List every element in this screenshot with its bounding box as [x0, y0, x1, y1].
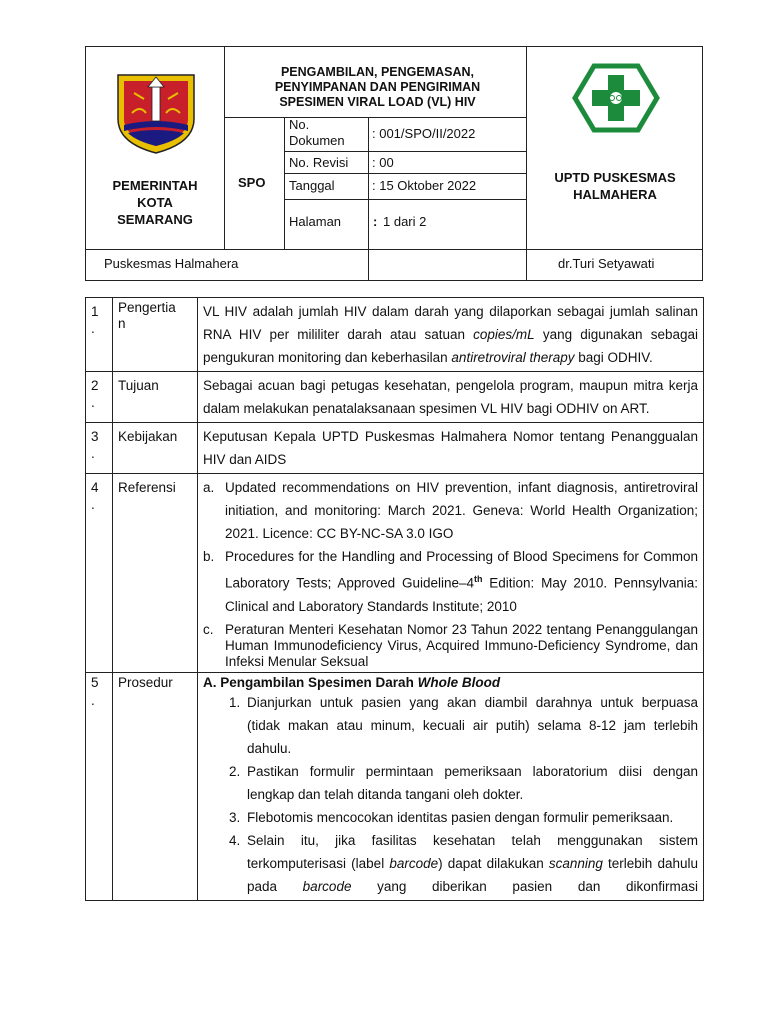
document-title — [226, 65, 529, 110]
list-text: Dianjurkan untuk pasien yang akan diambil darahnya untuk berpuasa (tidak makan atau minum, kecuali air putih) selama 8-12 jam terlebih dahulu. — [247, 694, 698, 756]
org-right-line: HALMAHERA — [573, 187, 657, 202]
prosedur-text — [198, 672, 704, 900]
text-span: yang digunakan sebagai pengukuran monitoring dan keberhasilan — [203, 327, 698, 365]
list-marker: 3. — [229, 809, 241, 825]
org-left-line: KOTA — [137, 195, 173, 210]
heading-text: A. Pengambilan Spesimen Darah — [203, 674, 418, 690]
list-item — [203, 476, 698, 545]
row-number-digit: 3 — [91, 429, 99, 444]
list-text: Selain itu, jika fasilitas kesehatan telah menggunakan sistem terkomputerisasi (label — [247, 832, 698, 871]
list-text: Pastikan formulir permintaan pemeriksaan laboratorium diisi dengan lengkap dan telah ditanda tangani oleh dokter. — [247, 763, 698, 802]
list-marker: 2. — [229, 763, 241, 779]
puskesmas-logo — [572, 63, 660, 133]
list-text: terlebih dahulu pada — [247, 855, 698, 894]
list-item — [203, 760, 698, 806]
title-line: PENGAMBILAN, PENGEMASAN, — [280, 65, 475, 79]
text-span: VL HIV adalah jumlah HIV dalam darah yang dilaporkan sebagai jumlah salinan RNA HIV per mililiter darah atau satuan — [203, 304, 698, 342]
row-label-line: Pengertia — [118, 300, 176, 315]
list-marker: a. — [203, 480, 215, 495]
row-number-dot: . — [91, 321, 95, 336]
table-row — [86, 298, 704, 372]
list-marker: b. — [203, 549, 215, 564]
row-label — [113, 672, 198, 900]
list-marker: 4. — [229, 832, 241, 848]
list-text-italic: barcode — [302, 878, 352, 894]
footer-left: Puskesmas Halmahera — [104, 256, 239, 271]
list-text-italic: barcode — [389, 855, 439, 871]
row-label-line: Referensi — [118, 480, 176, 495]
table-row — [86, 372, 704, 423]
no-dokumen-label — [289, 117, 345, 149]
table-row — [86, 474, 704, 673]
org-left-name — [86, 177, 224, 228]
list-text-italic: scanning — [548, 855, 603, 871]
list-item — [203, 806, 698, 829]
row-number-dot: . — [91, 395, 95, 410]
halaman-colon: : — [373, 214, 378, 229]
row-label-line: Tujuan — [118, 378, 159, 393]
row-number-dot: . — [91, 692, 95, 708]
title-line: PENYIMPANAN DAN PENGIRIMAN — [274, 80, 481, 94]
list-item — [203, 691, 698, 760]
content-table — [85, 297, 704, 901]
list-text: yang diberikan pasien dan dikonfirmasi — [351, 878, 698, 894]
section-heading — [203, 675, 698, 691]
row-number-digit: 4 — [91, 480, 99, 495]
kebijakan-text: Keputusan Kepala UPTD Puskesmas Halmahera Nomor tentang Penanggualan HIV dan AIDS — [198, 423, 704, 474]
org-right-line: UPTD PUSKESMAS — [554, 170, 676, 185]
superscript: th — [474, 574, 483, 584]
list-text: Flebotomis mencocokan identitas pasien dengan formulir pemeriksaan. — [247, 809, 674, 825]
list-text: Updated recommendations on HIV prevention, infant diagnosis, antiretroviral initiation, and monitoring: March 2021. Geneva: World Health Organization; 2021. Licence: CC BY-NC-SA 3.0 IGO — [225, 480, 698, 541]
row-number-digit: 5 — [91, 674, 99, 690]
city-seal-logo — [114, 69, 198, 155]
list-marker: c. — [203, 621, 214, 637]
row-label — [113, 423, 198, 474]
text-span-italic: antiretroviral therapy — [451, 350, 575, 365]
row-label — [113, 298, 198, 372]
tanggal-label: Tanggal — [289, 178, 335, 193]
text-span: bagi ODHIV. — [574, 350, 653, 365]
row-label — [113, 474, 198, 673]
row-number-digit: 1 — [91, 304, 99, 319]
row-label — [113, 372, 198, 423]
tujuan-text: Sebagai acuan bagi petugas kesehatan, pengelola program, maupun mitra kerja dalam melakukan penatalaksanaan spesimen VL HIV bagi ODHIV on ART. — [198, 372, 704, 423]
org-left-line: SEMARANG — [117, 212, 193, 227]
row-number — [86, 298, 113, 372]
header-table — [85, 46, 703, 281]
row-number — [86, 372, 113, 423]
list-text: Edition: May 2010. Pennsylvania: Clinical and Laboratory Standards Institute; 2010 — [225, 575, 698, 614]
halaman-label: Halaman — [289, 214, 342, 229]
title-line: SPESIMEN VIRAL LOAD (VL) HIV — [279, 95, 476, 109]
org-left-line: PEMERINTAH — [112, 178, 198, 193]
list-text: ) dapat dilakukan — [438, 855, 549, 871]
row-number — [86, 672, 113, 900]
row-label-line: Prosedur — [118, 674, 173, 690]
list-marker: 1. — [229, 694, 241, 710]
no-dokumen-label-line: Dokumen — [289, 133, 345, 148]
text-span-italic: copies/mL — [473, 327, 535, 342]
referensi-list — [198, 474, 704, 673]
no-dokumen-value: : 001/SPO/II/2022 — [372, 126, 476, 141]
list-item — [203, 829, 698, 898]
table-row — [86, 672, 704, 900]
row-number — [86, 423, 113, 474]
no-dokumen-label-line: No. — [289, 117, 310, 132]
org-right-name — [527, 169, 703, 203]
row-number-dot: . — [91, 446, 95, 461]
list-item — [203, 545, 698, 618]
list-item — [203, 618, 698, 670]
footer-right: dr.Turi Setyawati — [558, 256, 655, 271]
halaman-value: 1 dari 2 — [383, 214, 427, 229]
row-label-line: Kebijakan — [118, 429, 178, 444]
row-number — [86, 474, 113, 673]
no-revisi-value: : 00 — [372, 155, 394, 170]
tanggal-value: : 15 Oktober 2022 — [372, 178, 477, 193]
pengertian-text — [198, 298, 704, 372]
no-revisi-label: No. Revisi — [289, 155, 349, 170]
row-label-line: n — [118, 316, 126, 331]
list-text: Peraturan Menteri Kesehatan Nomor 23 Tahun 2022 tentang Penanggulangan Human Immunodeficiency Virus, Acquired Immuno-Deficiency Syndrome, dan Infeksi Menular Seksual — [225, 621, 698, 669]
spo-label: SPO — [238, 175, 266, 190]
heading-text-italic: Whole Blood — [417, 674, 501, 690]
list-text: Procedures for the Handling and Processing of Blood Specimens for Common Laboratory Tests; Approved Guideline–4 — [225, 549, 698, 591]
row-number-dot: . — [91, 497, 95, 512]
table-row — [86, 423, 704, 474]
row-number-digit: 2 — [91, 378, 99, 393]
